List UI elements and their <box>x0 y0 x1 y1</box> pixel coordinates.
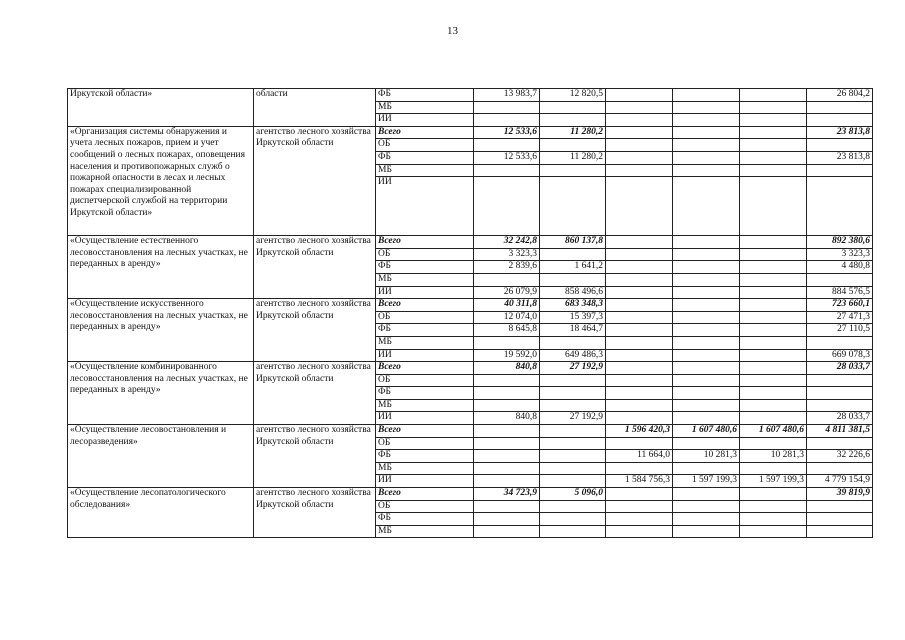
funding-source-cell: ОБ <box>376 374 474 387</box>
funding-source-cell: ФБ <box>376 387 474 400</box>
funding-source-cell: ИИ <box>376 475 474 488</box>
amount-cell <box>807 462 873 475</box>
amount-cell: 892 380,6 <box>807 236 873 249</box>
amount-cell <box>606 299 673 312</box>
amount-cell <box>606 513 673 526</box>
amount-cell <box>740 349 807 362</box>
amount-cell: 1 596 420,3 <box>606 425 673 438</box>
amount-cell: 1 597 199,3 <box>673 475 740 488</box>
amount-cell: 27 192,9 <box>540 412 606 425</box>
amount-cell <box>540 387 606 400</box>
amount-cell: 8 645,8 <box>474 324 540 337</box>
funding-source-cell: ИИ <box>376 177 474 236</box>
executor-cell: агентство лесного хозяйства Иркутской области <box>254 488 376 538</box>
amount-cell <box>540 177 606 236</box>
amount-cell <box>606 126 673 139</box>
amount-cell: 27 471,3 <box>807 311 873 324</box>
amount-cell: 669 078,3 <box>807 349 873 362</box>
amount-cell <box>606 387 673 400</box>
amount-cell <box>807 387 873 400</box>
amount-cell <box>673 513 740 526</box>
amount-cell <box>606 177 673 236</box>
amount-cell <box>606 374 673 387</box>
amount-cell <box>673 177 740 236</box>
amount-cell: 12 533,6 <box>474 126 540 139</box>
event-name-cell: «Осуществление комбинированного лесовосстановления на лесных участках, не переданных в аренду» <box>68 362 254 425</box>
event-name-cell: «Осуществление искусственного лесовосстановления на лесных участках, не переданных в аренду» <box>68 299 254 362</box>
funding-source-cell: МБ <box>376 273 474 286</box>
amount-cell <box>740 126 807 139</box>
amount-cell <box>673 311 740 324</box>
amount-cell <box>606 324 673 337</box>
amount-cell <box>540 114 606 127</box>
funding-source-cell: ИИ <box>376 412 474 425</box>
page-number: 13 <box>447 25 458 37</box>
funding-source-cell: Всего <box>376 126 474 139</box>
amount-cell: 860 137,8 <box>540 236 606 249</box>
amount-cell <box>474 437 540 450</box>
amount-cell: 19 592,0 <box>474 349 540 362</box>
amount-cell: 32 226,6 <box>807 450 873 463</box>
amount-cell <box>540 425 606 438</box>
amount-cell <box>606 151 673 164</box>
amount-cell <box>606 139 673 152</box>
funding-source-cell: ФБ <box>376 324 474 337</box>
amount-cell <box>606 311 673 324</box>
amount-cell: 11 280,2 <box>540 151 606 164</box>
amount-cell <box>807 336 873 349</box>
amount-cell: 840,8 <box>474 362 540 375</box>
funding-source-cell: Всего <box>376 362 474 375</box>
amount-cell <box>807 513 873 526</box>
amount-cell <box>540 248 606 261</box>
amount-cell <box>673 139 740 152</box>
amount-cell <box>740 151 807 164</box>
amount-cell <box>807 399 873 412</box>
amount-cell: 1 584 756,3 <box>606 475 673 488</box>
amount-cell: 4 811 381,5 <box>807 425 873 438</box>
amount-cell <box>606 336 673 349</box>
amount-cell: 27 192,9 <box>540 362 606 375</box>
amount-cell <box>673 299 740 312</box>
amount-cell: 40 311,8 <box>474 299 540 312</box>
amount-cell <box>540 525 606 538</box>
amount-cell <box>606 488 673 501</box>
amount-cell <box>474 500 540 513</box>
amount-cell <box>540 139 606 152</box>
funding-source-cell: ФБ <box>376 89 474 102</box>
amount-cell <box>474 177 540 236</box>
amount-cell <box>740 399 807 412</box>
amount-cell <box>540 101 606 114</box>
amount-cell <box>606 525 673 538</box>
amount-cell <box>540 462 606 475</box>
amount-cell <box>540 336 606 349</box>
funding-source-cell: ОБ <box>376 500 474 513</box>
amount-cell <box>807 437 873 450</box>
amount-cell <box>807 114 873 127</box>
amount-cell <box>540 437 606 450</box>
amount-cell <box>740 513 807 526</box>
amount-cell <box>740 387 807 400</box>
amount-cell: 34 723,9 <box>474 488 540 501</box>
amount-cell <box>606 261 673 274</box>
amount-cell <box>474 114 540 127</box>
amount-cell <box>606 114 673 127</box>
amount-cell <box>606 399 673 412</box>
amount-cell <box>606 412 673 425</box>
executor-cell: агентство лесного хозяйства Иркутской области <box>254 425 376 488</box>
amount-cell <box>673 114 740 127</box>
amount-cell: 3 323,3 <box>807 248 873 261</box>
amount-cell: 11 664,0 <box>606 450 673 463</box>
amount-cell <box>673 500 740 513</box>
amount-cell <box>807 177 873 236</box>
amount-cell <box>740 488 807 501</box>
table-row <box>68 126 873 139</box>
amount-cell <box>673 236 740 249</box>
amount-cell <box>673 349 740 362</box>
funding-source-cell: ИИ <box>376 286 474 299</box>
amount-cell <box>740 362 807 375</box>
funding-source-cell: МБ <box>376 462 474 475</box>
amount-cell: 26 079,9 <box>474 286 540 299</box>
table-row <box>68 89 873 102</box>
amount-cell <box>673 336 740 349</box>
amount-cell: 15 397,3 <box>540 311 606 324</box>
amount-cell: 10 281,3 <box>673 450 740 463</box>
amount-cell <box>807 273 873 286</box>
event-name-cell: «Организация системы обнаружения и учета лесных пожаров, прием и учет сообщений о лесных пожарах, оповещения населения и противопожарных служб о пожарной опасности в лесах и лесных пожарах специализированной диспетчерской службой на территории Иркутской области» <box>68 126 254 235</box>
executor-cell: области <box>254 89 376 127</box>
funding-source-cell: МБ <box>376 164 474 177</box>
amount-cell <box>740 89 807 102</box>
funding-source-cell: ОБ <box>376 248 474 261</box>
amount-cell <box>474 387 540 400</box>
event-name-cell: Иркутской области» <box>68 89 254 127</box>
funding-source-cell: ОБ <box>376 139 474 152</box>
amount-cell <box>740 336 807 349</box>
amount-cell <box>807 164 873 177</box>
amount-cell: 4 480,8 <box>807 261 873 274</box>
amount-cell <box>673 248 740 261</box>
amount-cell: 5 096,0 <box>540 488 606 501</box>
amount-cell <box>673 399 740 412</box>
amount-cell <box>474 475 540 488</box>
funding-source-cell: ОБ <box>376 311 474 324</box>
table-row <box>68 488 873 501</box>
amount-cell <box>740 101 807 114</box>
amount-cell <box>606 462 673 475</box>
amount-cell <box>807 500 873 513</box>
amount-cell: 4 779 154,9 <box>807 475 873 488</box>
amount-cell <box>673 324 740 337</box>
amount-cell <box>673 374 740 387</box>
amount-cell <box>540 374 606 387</box>
amount-cell <box>474 273 540 286</box>
amount-cell <box>740 324 807 337</box>
funding-source-cell: Всего <box>376 425 474 438</box>
amount-cell <box>474 336 540 349</box>
amount-cell <box>606 500 673 513</box>
amount-cell <box>673 462 740 475</box>
amount-cell <box>740 374 807 387</box>
amount-cell <box>606 286 673 299</box>
amount-cell: 884 576,5 <box>807 286 873 299</box>
table-row <box>68 362 873 375</box>
event-name-cell: «Осуществление лесовостановления и лесоразведения» <box>68 425 254 488</box>
amount-cell <box>474 525 540 538</box>
table-row <box>68 425 873 438</box>
amount-cell: 649 486,3 <box>540 349 606 362</box>
amount-cell <box>673 273 740 286</box>
funding-source-cell: МБ <box>376 525 474 538</box>
amount-cell: 1 607 480,6 <box>673 425 740 438</box>
amount-cell <box>740 462 807 475</box>
amount-cell <box>540 500 606 513</box>
amount-cell: 683 348,3 <box>540 299 606 312</box>
amount-cell <box>740 261 807 274</box>
amount-cell: 18 464,7 <box>540 324 606 337</box>
amount-cell <box>673 151 740 164</box>
amount-cell: 28 033,7 <box>807 412 873 425</box>
amount-cell: 12 820,5 <box>540 89 606 102</box>
amount-cell: 840,8 <box>474 412 540 425</box>
amount-cell: 10 281,3 <box>740 450 807 463</box>
amount-cell: 23 813,8 <box>807 126 873 139</box>
amount-cell: 26 804,2 <box>807 89 873 102</box>
funding-source-cell: Всего <box>376 236 474 249</box>
amount-cell: 39 819,9 <box>807 488 873 501</box>
amount-cell <box>673 261 740 274</box>
table-row <box>68 299 873 312</box>
table-body <box>68 89 873 538</box>
amount-cell <box>740 437 807 450</box>
amount-cell: 23 813,8 <box>807 151 873 164</box>
executor-cell: агентство лесного хозяйства Иркутской области <box>254 362 376 425</box>
funding-source-cell: ФБ <box>376 151 474 164</box>
executor-cell: агентство лесного хозяйства Иркутской области <box>254 299 376 362</box>
amount-cell <box>540 399 606 412</box>
amount-cell: 1 597 199,3 <box>740 475 807 488</box>
amount-cell <box>540 475 606 488</box>
amount-cell: 27 110,5 <box>807 324 873 337</box>
amount-cell <box>606 89 673 102</box>
amount-cell <box>807 101 873 114</box>
amount-cell: 11 280,2 <box>540 126 606 139</box>
amount-cell <box>673 387 740 400</box>
amount-cell <box>474 164 540 177</box>
amount-cell <box>474 139 540 152</box>
amount-cell <box>606 248 673 261</box>
amount-cell: 3 323,3 <box>474 248 540 261</box>
amount-cell: 1 607 480,6 <box>740 425 807 438</box>
amount-cell <box>807 525 873 538</box>
amount-cell <box>673 286 740 299</box>
funding-source-cell: ФБ <box>376 450 474 463</box>
funding-source-cell: МБ <box>376 101 474 114</box>
amount-cell <box>673 89 740 102</box>
amount-cell: 1 641,2 <box>540 261 606 274</box>
event-name-cell: «Осуществление лесопатологического обследования» <box>68 488 254 538</box>
amount-cell <box>673 488 740 501</box>
amount-cell: 13 983,7 <box>474 89 540 102</box>
amount-cell <box>606 236 673 249</box>
amount-cell <box>740 525 807 538</box>
executor-cell: агентство лесного хозяйства Иркутской области <box>254 126 376 235</box>
funding-source-cell: ИИ <box>376 114 474 127</box>
amount-cell <box>673 525 740 538</box>
amount-cell <box>740 286 807 299</box>
amount-cell <box>474 399 540 412</box>
amount-cell <box>673 362 740 375</box>
amount-cell <box>740 114 807 127</box>
executor-cell: агентство лесного хозяйства Иркутской области <box>254 236 376 299</box>
funding-source-cell: МБ <box>376 336 474 349</box>
amount-cell <box>673 164 740 177</box>
table-row <box>68 236 873 249</box>
amount-cell: 12 074,0 <box>474 311 540 324</box>
amount-cell <box>673 101 740 114</box>
amount-cell <box>740 177 807 236</box>
amount-cell <box>740 500 807 513</box>
funding-source-cell: МБ <box>376 399 474 412</box>
amount-cell <box>474 425 540 438</box>
amount-cell <box>740 311 807 324</box>
amount-cell <box>540 273 606 286</box>
amount-cell <box>740 299 807 312</box>
amount-cell <box>807 139 873 152</box>
amount-cell <box>807 374 873 387</box>
amount-cell <box>540 164 606 177</box>
amount-cell <box>740 164 807 177</box>
amount-cell <box>606 164 673 177</box>
funding-source-cell: Всего <box>376 299 474 312</box>
funding-source-cell: ИИ <box>376 349 474 362</box>
amount-cell <box>740 248 807 261</box>
amount-cell <box>740 273 807 286</box>
amount-cell <box>474 101 540 114</box>
amount-cell: 2 839,6 <box>474 261 540 274</box>
event-name-cell: «Осуществление естественного лесовосстановления на лесных участках, не переданных в аренду» <box>68 236 254 299</box>
amount-cell: 32 242,8 <box>474 236 540 249</box>
amount-cell <box>740 236 807 249</box>
program-funding-table <box>67 88 873 538</box>
funding-source-cell: ОБ <box>376 437 474 450</box>
amount-cell <box>673 126 740 139</box>
amount-cell <box>673 412 740 425</box>
funding-source-cell: Всего <box>376 488 474 501</box>
amount-cell <box>474 374 540 387</box>
amount-cell <box>606 362 673 375</box>
amount-cell <box>474 513 540 526</box>
amount-cell <box>540 450 606 463</box>
amount-cell <box>606 101 673 114</box>
amount-cell <box>474 450 540 463</box>
amount-cell <box>540 513 606 526</box>
amount-cell: 12 533,6 <box>474 151 540 164</box>
funding-source-cell: ФБ <box>376 513 474 526</box>
amount-cell: 723 660,1 <box>807 299 873 312</box>
amount-cell: 858 496,6 <box>540 286 606 299</box>
amount-cell <box>740 139 807 152</box>
amount-cell <box>474 462 540 475</box>
amount-cell: 28 033,7 <box>807 362 873 375</box>
amount-cell <box>740 412 807 425</box>
amount-cell <box>606 437 673 450</box>
amount-cell <box>606 349 673 362</box>
amount-cell <box>673 437 740 450</box>
funding-source-cell: ФБ <box>376 261 474 274</box>
amount-cell <box>606 273 673 286</box>
